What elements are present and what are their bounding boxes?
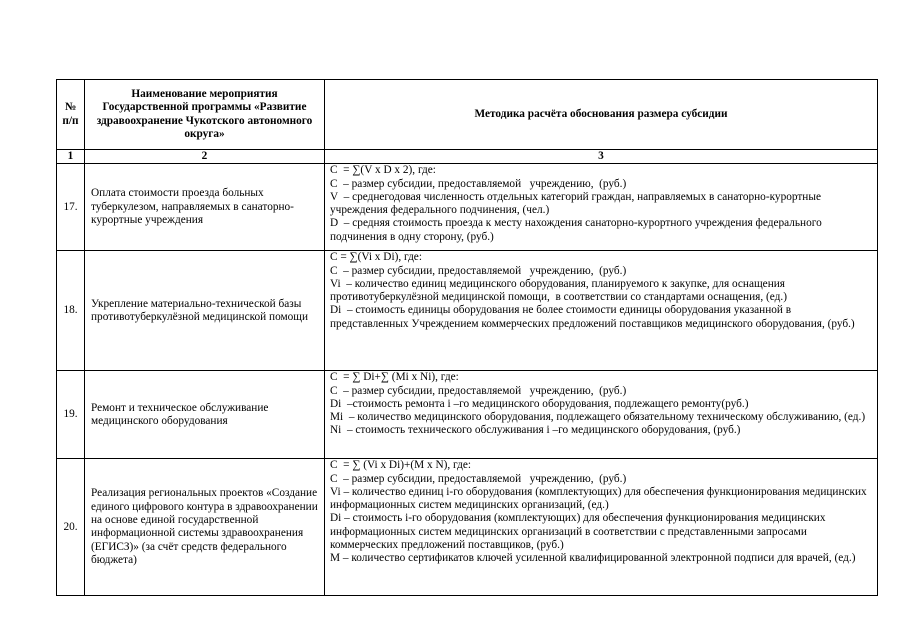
method-line: С – размер субсидии, предоставляемой учреждению, (руб.) [330, 384, 627, 397]
column-number-3: 3 [325, 150, 878, 164]
activity-name: Реализация региональных проектов «Создание единого цифрового контура в здравоохранении на основе единой государственной информационной системы здравоохранения (ЕГИСЗ)» (за счёт средств федерального бюджета) [85, 459, 325, 596]
method-line: С = ∑ Di+∑ (Mi x Ni), где: [330, 371, 459, 384]
method-line: D – средняя стоимость проезда к месту нахождения санаторно-курортного учреждения федерального подчинения в одну сторону, (руб.) [330, 217, 825, 243]
column-number-2: 2 [85, 150, 325, 164]
method-line: С – размер субсидии, предоставляемой учреждению, (руб.) [330, 177, 627, 190]
method-line: С = ∑(Vi x Di), где: [330, 251, 422, 264]
method-line: С = ∑(V x D x 2), где: [330, 164, 436, 177]
column-number-1: 1 [57, 150, 85, 164]
activity-name: Укрепление материально-технической базы противотуберкулёзной медицинской помощи [85, 251, 325, 371]
row-number: 20. [57, 459, 85, 596]
method-line: С – размер субсидии, предоставляемой учреждению, (руб.) [330, 472, 627, 485]
table-row [57, 164, 878, 251]
method-line: Di – стоимость единицы оборудования не более стоимости единицы оборудования указанной в представленных Учреждением коммерческих предложений поставщиков медицинского оборудования, (руб.) [330, 304, 855, 330]
header-number: № п/п [57, 80, 85, 150]
row-number: 19. [57, 371, 85, 459]
activity-name: Ремонт и техническое обслуживание медицинского оборудования [85, 371, 325, 459]
calculation-method [325, 251, 878, 371]
table-row [57, 459, 878, 596]
method-line: М – количество сертификатов ключей усиленной квалифицированной электронной подписи для врачей, (ед.) [330, 552, 856, 565]
method-line: V – среднегодовая численность отдельных категорий граждан, направляемых в санаторно-курортные учреждения федерального подчинения, (чел.) [330, 190, 824, 217]
subsidy-methodology-table [56, 79, 878, 596]
method-line: Vi – количество единиц i-го оборудования (комплектующих) для обеспечения функционирования медицинских информационных систем медицинских организаций, (ед.) [330, 485, 870, 512]
method-line: Di – стоимость i-го оборудования (комплектующих) для обеспечения функционирования медицинских информационных систем медицинских организаций в соответствии с представленными запросами коммерческих предложений поставщиков, (руб.) [330, 512, 829, 552]
row-number: 18. [57, 251, 85, 371]
table-row [57, 371, 878, 459]
calculation-method [325, 371, 878, 459]
table-row [57, 251, 878, 371]
activity-name: Оплата стоимости проезда больных туберкулезом, направляемых в санаторно-курортные учреждения [85, 164, 325, 251]
method-line: С – размер субсидии, предоставляемой учреждению, (руб.) [330, 264, 627, 277]
column-number-row [57, 150, 878, 164]
method-line: Di –стоимость ремонта i –го медицинского оборудования, подлежащего ремонту(руб.) [330, 397, 749, 410]
table-header-row [57, 80, 878, 150]
row-number: 17. [57, 164, 85, 251]
method-line: С = ∑ (Vi x Di)+(M x N), где: [330, 459, 472, 472]
header-calculation-method: Методика расчёта обоснования размера субсидии [325, 80, 878, 150]
calculation-method [325, 164, 878, 251]
header-activity-name: Наименование мероприятия Государственной программы «Развитие здравоохранение Чукотского автономного округа» [85, 80, 325, 150]
method-line: Vi – количество единиц медицинского оборудования, планируемого к закупке, для оснащения противотуберкулёзной медицинской помощи, в соответствии со стандартами оснащения, (ед.) [330, 277, 788, 304]
method-line: Mi – количество медицинского оборудования, подлежащего обязательному техническому обслуживанию, (ед.) [330, 411, 866, 424]
calculation-method [325, 459, 878, 596]
method-line: Ni – стоимость технического обслуживания i –го медицинского оборудования, (руб.) [330, 424, 741, 437]
